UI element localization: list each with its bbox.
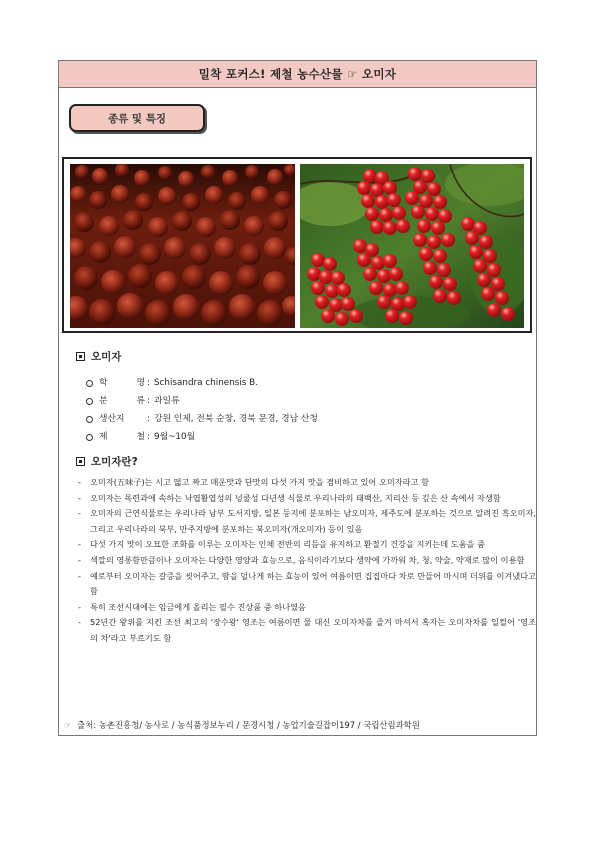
about-heading: [76, 454, 138, 469]
overview-row: 제 철 : 9월~10월: [86, 428, 526, 446]
photo-panel: [62, 157, 532, 333]
about-list: [78, 475, 536, 647]
page-title-text: 밀착 포커스! 제철 농수산물 ☞ 오미자: [198, 67, 397, 81]
overview-row: 분 류 : 과일류: [86, 392, 526, 410]
section-tag: [69, 104, 205, 132]
circle-bullet-icon: [86, 416, 93, 423]
overview-key: 분 류: [99, 396, 145, 406]
list-item: - 오미자의 근연식물로는 우리나라 남부 도서지방, 일본 등지에 분포하는 남오미자, 제주도에 분포하는 것으로 알려진 흑오미자, 그리고 우리나라의 북부, 만주지방에 분포하는 북오미자(개오미자) 등이 있음: [78, 508, 536, 534]
source-footer: [64, 719, 534, 731]
overview-row: 학 명 : Schisandra chinensis B.: [86, 374, 526, 392]
dried-omija-berries-photo: [70, 164, 295, 328]
list-item: - 오미자(五味子)는 시고 떫고 짜고 매운맛과 단맛의 다섯 가지 맛을 겸비하고 있어 오미자라고 함: [78, 477, 430, 487]
overview-heading-text: 오미자: [91, 351, 122, 363]
list-item: - 특히 조선시대에는 임금에게 올리는 필수 진상품 중 하나였음: [78, 601, 306, 612]
source-text: 출처: 농촌진흥청/ 농사로 / 농식품정보누리 / 문경시청 / 농업기술길잡이197 / 국립산림과학원: [77, 720, 420, 730]
overview-value: 강원 인제, 전북 순창, 경북 문경, 경남 산청: [153, 414, 318, 424]
list-item: - 52년간 왕위를 지킨 조선 최고의 '장수왕' 영조는 여름이면 물 대신 오미자차를 즐겨 마셔서 혹자는 오미자차를 일컬어 '영조의 차'라고 부르기도 함: [78, 617, 536, 643]
square-bullet-icon: [76, 352, 85, 361]
list-item: - 색깔의 영롱함만큼이나 오미자는 다양한 영양과 효능으로, 음식이라기보다 생약에 가까워 차, 청, 약술, 약재로 많이 이용함: [78, 554, 525, 565]
fresh-omija-cluster-photo: [300, 164, 524, 328]
circle-bullet-icon: [86, 380, 93, 387]
pointing-hand-icon: ☞: [64, 720, 72, 730]
overview-key: 생산지: [99, 414, 125, 424]
overview-value: Schisandra chinensis B.: [153, 378, 259, 388]
section-tag-label: 종류 및 특징: [107, 112, 167, 125]
overview-heading: [76, 349, 121, 364]
square-bullet-icon: [76, 457, 85, 466]
circle-bullet-icon: [86, 434, 93, 441]
list-item: - 오미자는 목련과에 속하는 낙엽활엽성의 넝쿨성 다년생 식물로 우리나라의 태백산, 지리산 등 깊은 산 속에서 자생함: [78, 492, 501, 503]
circle-bullet-icon: [86, 398, 93, 405]
overview-key: 제 철: [99, 432, 145, 442]
overview-list: [86, 374, 526, 446]
list-item: - 예로부터 오미자는 갈증을 씻어주고, 땀을 덜나게 하는 효능이 있어 여름이면 집집마다 차로 만들어 마시며 더위를 이겨냈다고 함: [78, 570, 536, 597]
page-title: [58, 60, 537, 88]
overview-value: 과일류: [153, 396, 180, 406]
about-heading-text: 오미자란?: [91, 456, 138, 468]
list-item: - 다섯 가지 맛이 오묘한 조화를 이루는 오미자는 인체 전반의 리듬을 유지하고 환절기 건강을 지키는데 도움을 줌: [78, 539, 485, 550]
overview-value: 9월~10월: [153, 432, 196, 442]
overview-row: 생산지 : 강원 인제, 전북 순창, 경북 문경, 경남 산청: [86, 410, 526, 428]
overview-key: 학 명: [99, 378, 145, 388]
